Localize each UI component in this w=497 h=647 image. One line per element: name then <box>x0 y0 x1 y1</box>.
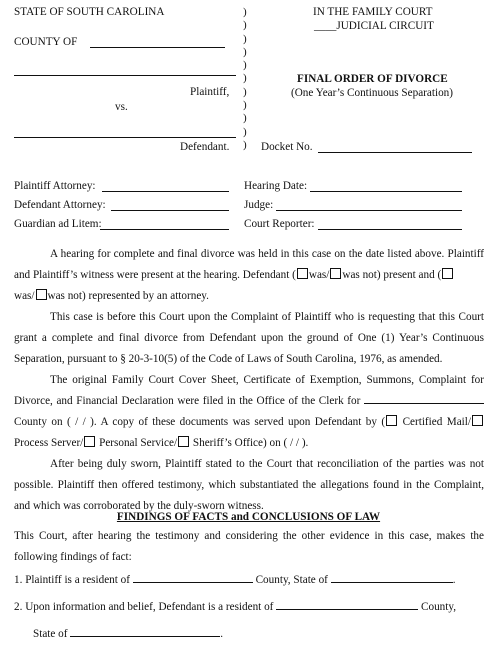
process-server-checkbox[interactable] <box>472 415 483 426</box>
docket-label: Docket No. <box>261 141 313 153</box>
certified-mail-checkbox[interactable] <box>386 415 397 426</box>
judicial-circuit: ____JUDICIAL CIRCUIT <box>314 20 434 32</box>
paragraph-filings: The original Family Court Cover Sheet, Certificate of Exemption, Summons, Complaint for Divorce, and Financial Declaration were filed in the Office of the Clerk for County on ( / / ). A copy of these documents was served upon Defendant by ( Certified Mail/ Process Server/ Personal Service/ Sheriff’s Office) on ( / / ). <box>14 374 484 449</box>
findings-intro: This Court, after hearing the testimony and considering the other evidence in this case, makes the following findings of fact: <box>14 530 484 563</box>
findings-heading: FINDINGS OF FACTS and CONCLUSIONS OF LAW <box>116 511 381 523</box>
guardian-label: Guardian ad Litem: <box>14 218 102 230</box>
defendant-not-present-checkbox[interactable] <box>330 268 341 279</box>
sheriff-office-checkbox[interactable] <box>178 436 189 447</box>
represented-checkbox[interactable] <box>442 268 453 279</box>
judge-field[interactable] <box>276 210 462 211</box>
plaintiff-county-field[interactable] <box>133 572 253 583</box>
finding-2-state: State of . <box>33 628 224 640</box>
defendant-county-field[interactable] <box>276 599 418 610</box>
plaintiff-state-field[interactable] <box>331 572 453 583</box>
defendant-attorney-field[interactable] <box>111 210 229 211</box>
paragraph-complaint: This case is before this Court upon the Complaint of Plaintiff who is requesting that this Court grant a complete and final divorce from Defendant upon the ground of One (1) Year’s Continuous Separation, pursuant to § 20-3-10(5) of the Code of Laws of South Carolina, 1976, as amended. <box>14 311 484 365</box>
hearing-date-label: Hearing Date: <box>244 180 308 192</box>
court-reporter-label: Court Reporter: <box>244 218 315 230</box>
defendant-attorney-label: Defendant Attorney: <box>14 199 106 211</box>
plaintiff-attorney-label: Plaintiff Attorney: <box>14 180 96 192</box>
paragraph-hearing: A hearing for complete and final divorce was held in this case on the date listed above. Plaintiff and Plaintiff’s witness were present at the hearing. Defendant ( was/ was not) present and ( was/ was not) represented by an attorney. <box>14 248 484 302</box>
document-title: FINAL ORDER OF DIVORCE <box>297 73 448 85</box>
personal-service-checkbox[interactable] <box>84 436 95 447</box>
vs-label: vs. <box>115 101 128 113</box>
defendant-label: Defendant. <box>180 141 230 153</box>
caption-divider: ) ) ) ) ) ) ) ) ) ) ) <box>243 6 247 151</box>
judge-label: Judge: <box>244 199 274 211</box>
state-label: STATE OF SOUTH CAROLINA <box>14 6 165 18</box>
county-label: COUNTY OF <box>14 36 78 48</box>
plaintiff-name-field[interactable] <box>14 75 236 76</box>
hearing-date-field[interactable] <box>310 191 462 192</box>
plaintiff-attorney-field[interactable] <box>102 191 229 192</box>
defendant-state-field[interactable] <box>70 626 220 637</box>
defendant-present-checkbox[interactable] <box>297 268 308 279</box>
plaintiff-label: Plaintiff, <box>190 86 230 98</box>
court-name: IN THE FAMILY COURT <box>313 6 433 18</box>
county-field[interactable] <box>90 47 225 48</box>
finding-2: 2. Upon information and belief, Defendant is a resident of County, <box>14 601 457 613</box>
document-subtitle: (One Year’s Continuous Separation) <box>291 87 453 99</box>
paragraph-testimony: After being duly sworn, Plaintiff stated to the Court that reconciliation of the parties was not possible. Plaintiff then offered testimony, which substantiated the allegations found in the Complaint, and which was corroborated by the duly-sworn witness. <box>14 458 484 512</box>
docket-field[interactable] <box>318 152 472 153</box>
not-represented-checkbox[interactable] <box>36 289 47 300</box>
finding-1: 1. Plaintiff is a resident of County, State of . <box>14 574 456 586</box>
guardian-field[interactable] <box>100 229 229 230</box>
clerk-county-field[interactable] <box>364 393 484 404</box>
court-reporter-field[interactable] <box>318 229 462 230</box>
defendant-name-field[interactable] <box>14 137 236 138</box>
